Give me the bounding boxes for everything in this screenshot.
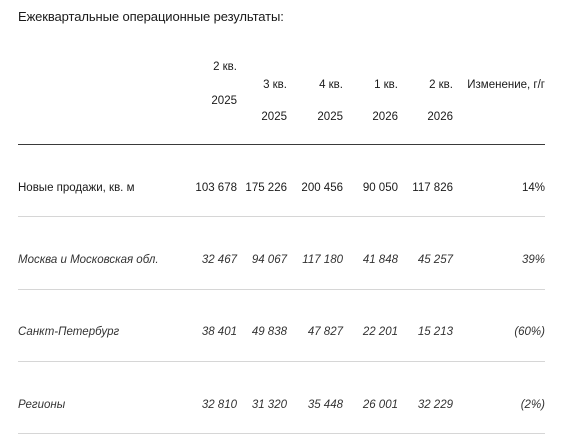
cell-moscow-q4-2025: 117 180 [302, 254, 343, 266]
cell-moscow-q3-2025: 94 067 [251, 254, 287, 266]
cell-new-sales-q3-2025: 175 226 [245, 182, 287, 194]
column-header-year: 2025 [261, 111, 287, 123]
header-divider [18, 144, 545, 145]
row-label-new-sales: Новые продажи, кв. м [18, 182, 135, 194]
cell-moscow-q2-2026: 45 257 [417, 254, 453, 266]
cell-regions-q1-2026: 26 001 [362, 399, 398, 411]
column-header-quarter: 2 кв. [429, 79, 453, 91]
cell-regions-q2-2025: 32 810 [201, 399, 237, 411]
column-header-q1-2026 [338, 80, 398, 126]
cell-new-sales-q2-2026: 117 826 [412, 182, 453, 194]
cell-new-sales-q4-2025: 200 456 [301, 182, 343, 194]
cell-moscow-yoy: 39% [521, 254, 545, 266]
cell-spb-yoy: (60%) [514, 326, 545, 338]
row-label-regions: Регионы [18, 399, 66, 411]
column-header-year: 2025 [317, 111, 343, 123]
column-header-label: Изменение, г/г [467, 79, 545, 91]
cell-regions-yoy: (2%) [520, 399, 545, 411]
column-header-quarter: 3 кв. [263, 79, 287, 91]
cell-spb-q3-2025: 49 838 [251, 326, 287, 338]
column-header-quarter: 2 кв. [213, 61, 237, 73]
cell-regions-q4-2025: 35 448 [307, 399, 343, 411]
cell-spb-q1-2026: 22 201 [362, 326, 398, 338]
cell-spb-q2-2026: 15 213 [417, 326, 453, 338]
row-label-saint-petersburg: Санкт-Петербург [18, 326, 120, 338]
cell-moscow-q1-2026: 41 848 [362, 254, 398, 266]
column-header-yoy-change [435, 80, 545, 100]
column-header-q3-2025 [227, 80, 287, 126]
cell-moscow-q2-2025: 32 467 [201, 254, 237, 266]
cell-regions-q2-2026: 32 229 [417, 399, 453, 411]
column-header-year: 2026 [427, 111, 453, 123]
column-header-quarter: 4 кв. [319, 79, 343, 91]
cell-new-sales-q1-2026: 90 050 [362, 182, 398, 194]
column-header-year: 2026 [372, 111, 398, 123]
column-header-year: 2025 [211, 95, 237, 107]
row-divider [18, 433, 545, 434]
cell-spb-q4-2025: 47 827 [307, 326, 343, 338]
row-divider [18, 216, 545, 217]
row-label-moscow: Москва и Московская обл. [18, 254, 159, 266]
cell-new-sales-yoy: 14% [521, 182, 545, 194]
row-divider [18, 289, 545, 290]
cell-spb-q2-2025: 38 401 [201, 326, 237, 338]
cell-regions-q3-2025: 31 320 [251, 399, 287, 411]
row-divider [18, 361, 545, 362]
page-title: Ежеквартальные операционные результаты: [18, 9, 284, 24]
cell-new-sales-q2-2025: 103 678 [195, 182, 237, 194]
column-header-q4-2025 [283, 80, 343, 126]
column-header-quarter: 1 кв. [374, 79, 398, 91]
